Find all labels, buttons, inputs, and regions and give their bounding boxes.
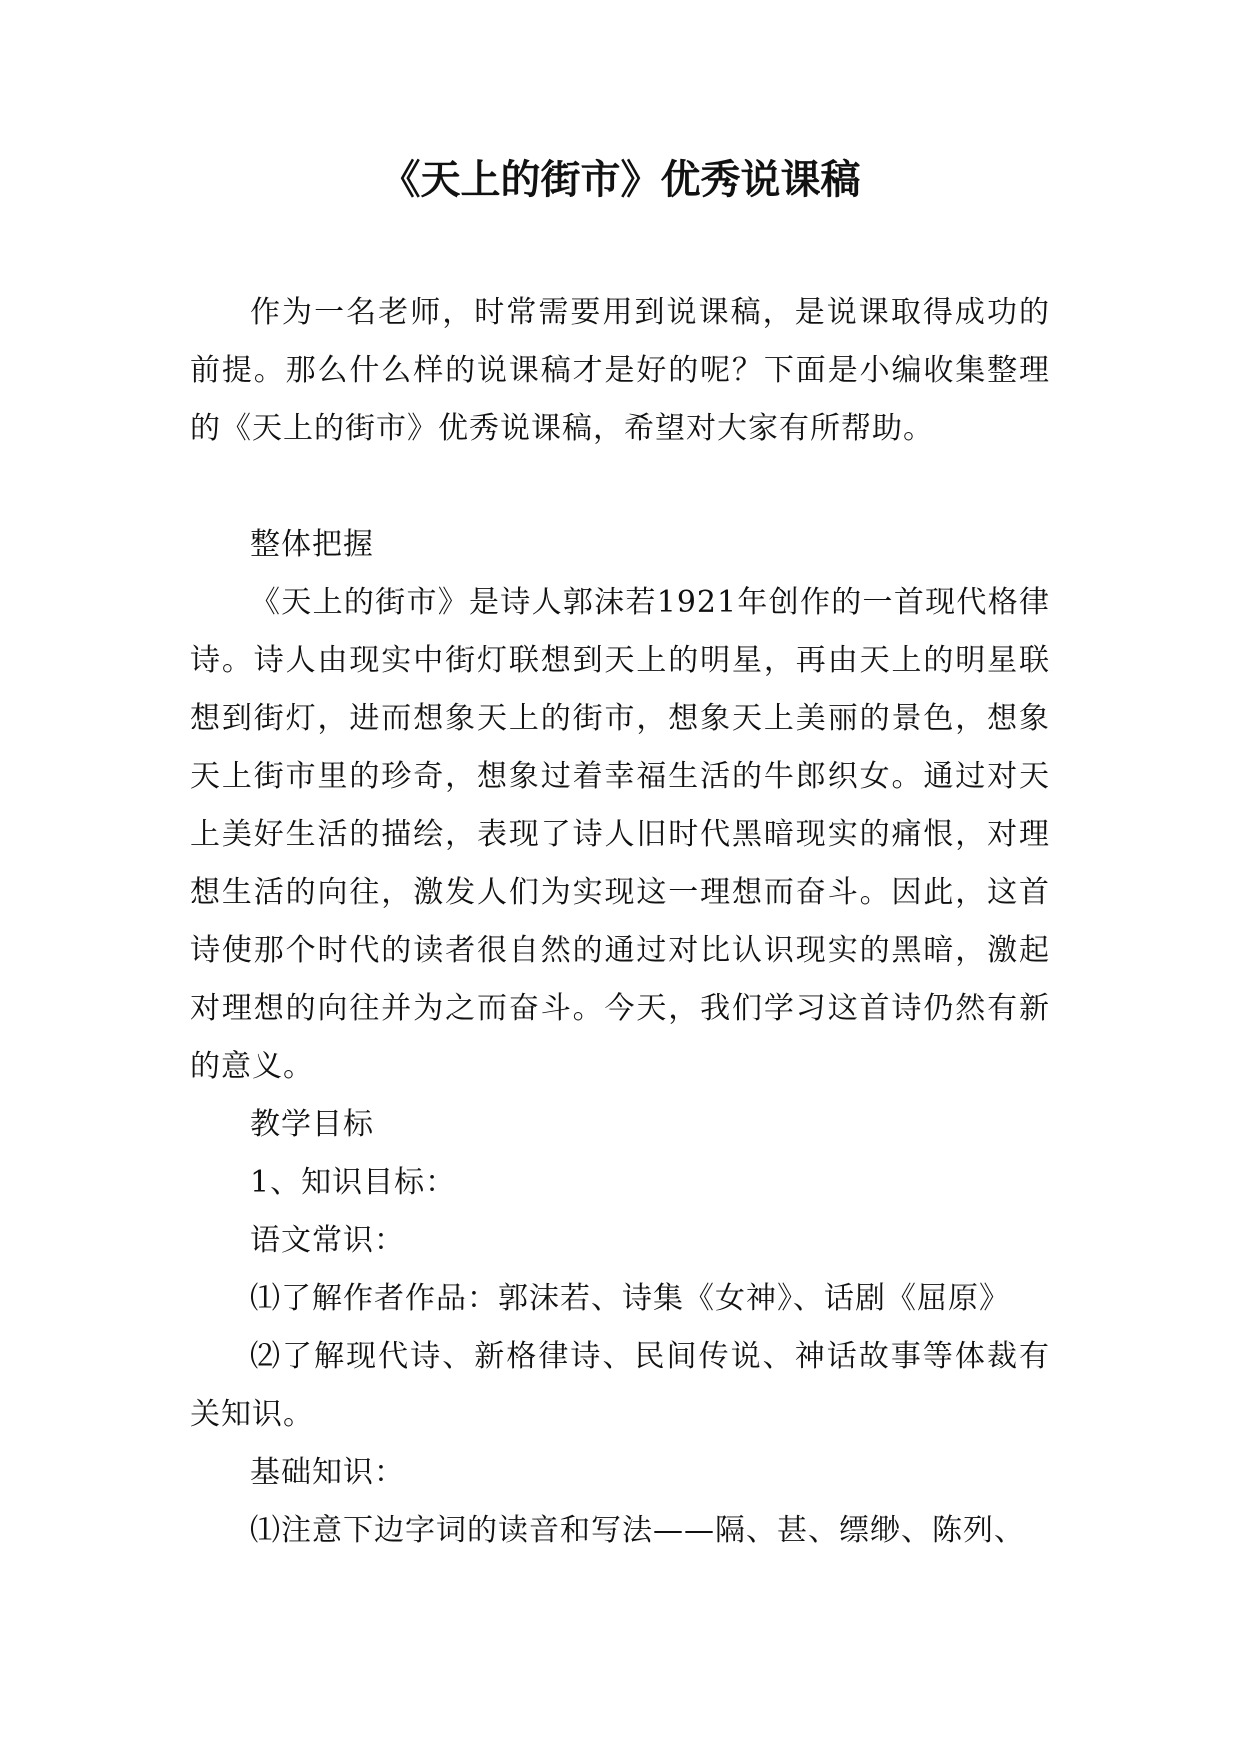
overview-paragraph: 《天上的街市》是诗人郭沫若1921年创作的一首现代格律诗。诗人由现实中街灯联想到天上的明星，再由天上的明星联想到街灯，进而想象天上的街市，想象天上美丽的景色，想象天上街市里的珍奇，想象过着幸福生活的牛郎织女。通过对天上美好生活的描绘，表现了诗人旧时代黑暗现实的痛恨，对理想生活的向往，激发人们为实现这一理想而奋斗。因此，这首诗使那个时代的读者很自然的通过对比认识现实的黑暗，激起对理想的向往并为之而奋斗。今天，我们学习这首诗仍然有新的意义。 bbox=[190, 585, 1050, 1084]
knowledge-goal-heading: 1、知识目标： bbox=[250, 1165, 457, 1200]
literature-item-1: ⑴了解作者作品：郭沫若、诗集《女神》、话剧《屈原》 bbox=[250, 1281, 1010, 1316]
document-title: 《天上的街市》优秀说课稿 bbox=[380, 157, 861, 203]
basics-item-1: ⑴注意下边字词的读音和写法——隔、甚、缥缈、陈列、 bbox=[250, 1513, 1025, 1548]
intro-paragraph: 作为一名老师，时常需要用到说课稿，是说课取得成功的前提。那么什么样的说课稿才是好的呢？下面是小编收集整理的《天上的街市》优秀说课稿，希望对大家有所帮助。 bbox=[190, 295, 1050, 446]
document-body bbox=[190, 284, 1050, 1560]
overview-heading: 整体把握 bbox=[250, 527, 374, 562]
literature-heading: 语文常识： bbox=[250, 1223, 405, 1258]
literature-item-2: ⑵了解现代诗、新格律诗、民间传说、神话故事等体裁有关知识。 bbox=[190, 1339, 1050, 1432]
basics-heading: 基础知识： bbox=[250, 1455, 405, 1490]
paragraph-gap bbox=[190, 458, 1050, 516]
goals-heading: 教学目标 bbox=[250, 1107, 374, 1142]
